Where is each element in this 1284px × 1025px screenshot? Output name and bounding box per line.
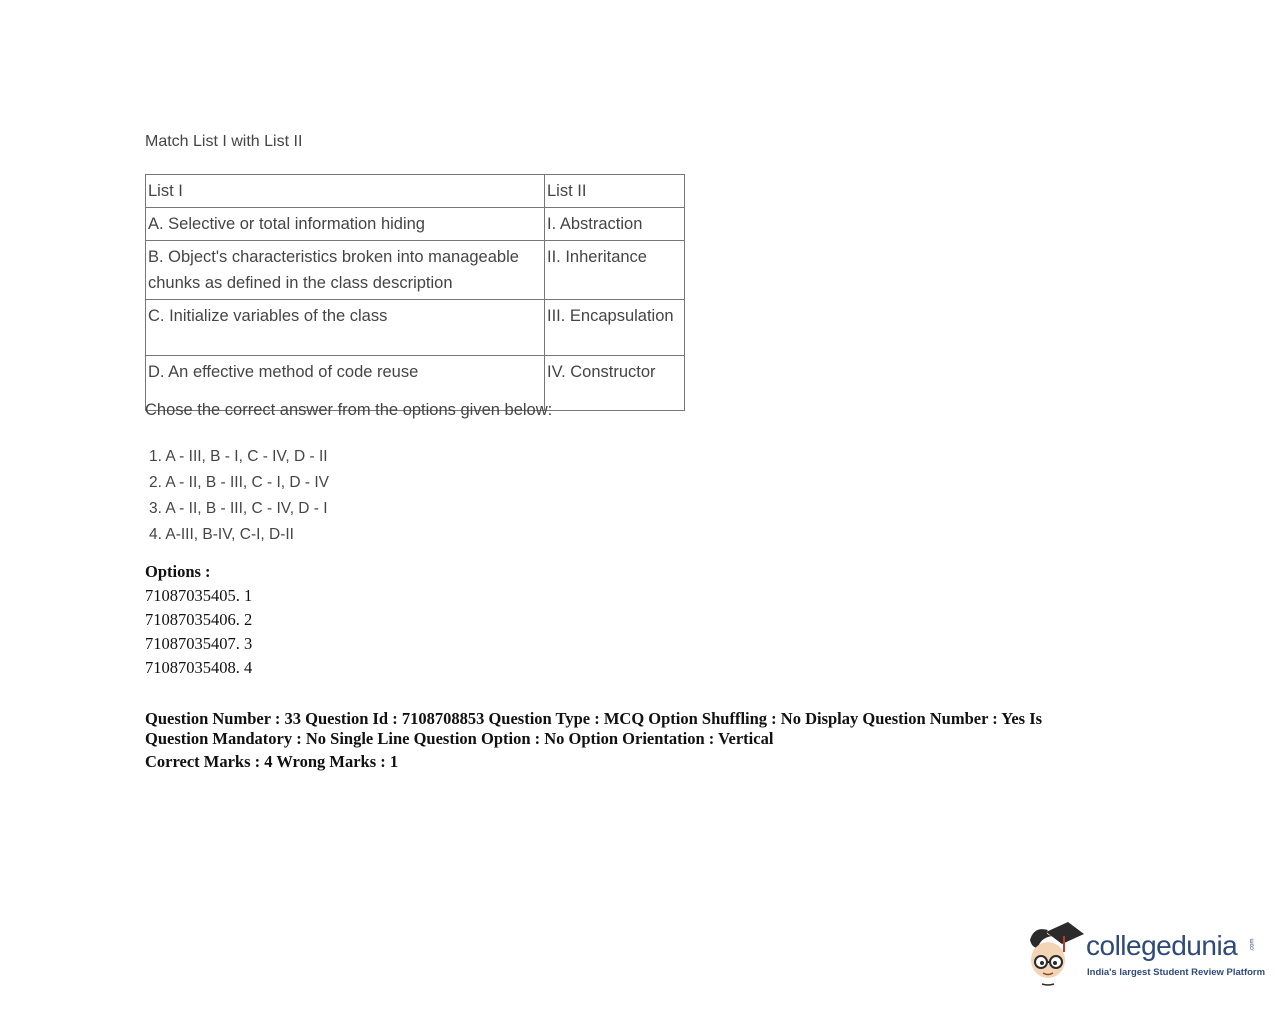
options-title: Options : [145, 562, 211, 581]
table-header-list-1: List I [146, 175, 545, 208]
question-prompt: Match List I with List II [145, 133, 303, 150]
list-item: 3. A - II, B - III, C - IV, D - I [149, 500, 328, 517]
table-cell-right: II. Inheritance [545, 241, 685, 300]
match-table [145, 174, 685, 411]
answer-instruction: Chose the correct answer from the options given below: [145, 401, 553, 419]
table-header-row [146, 175, 685, 208]
mascot-icon [1024, 918, 1086, 988]
list-item: 1. A - III, B - I, C - IV, D - II [149, 448, 328, 465]
answer-list [149, 444, 329, 548]
options-block [145, 560, 252, 680]
table-cell-right: III. Encapsulation [545, 300, 685, 356]
list-item: 4. A-III, B-IV, C-I, D-II [149, 526, 294, 543]
question-meta: Question Number : 33 Question Id : 7108708853 Question Type : MCQ Option Shuffling : No Display Question Number : Yes Is Question Mandatory : No Single Line Question Option : No Option Orientation : Vertical [145, 709, 1043, 748]
table-row [146, 241, 685, 300]
option-item: 71087035408. 4 [145, 658, 253, 677]
table-row [146, 208, 685, 241]
table-cell-left: B. Object's characteristics broken into manageable chunks as defined in the class description [146, 241, 545, 300]
collegedunia-logo [1024, 918, 1264, 990]
table-cell-left: D. An effective method of code reuse [146, 356, 545, 411]
logo-brand-text: collegedunia [1086, 930, 1238, 961]
logo-tagline: India's largest Student Review Platform [1087, 967, 1266, 978]
table-header-list-2: List II [545, 175, 685, 208]
question-marks: Correct Marks : 4 Wrong Marks : 1 [145, 752, 399, 771]
option-item: 71087035405. 1 [145, 586, 253, 605]
table-cell-right: IV. Constructor [545, 356, 685, 411]
list-item: 2. A - II, B - III, C - I, D - IV [149, 474, 330, 491]
table-cell-left: A. Selective or total information hiding [146, 208, 545, 241]
table-cell-left: C. Initialize variables of the class [146, 300, 545, 356]
option-item: 71087035407. 3 [145, 634, 253, 653]
table-cell-right: I. Abstraction [545, 208, 685, 241]
table-row [146, 300, 685, 356]
logo-suffix: .com [1249, 938, 1256, 952]
option-item: 71087035406. 2 [145, 610, 253, 629]
